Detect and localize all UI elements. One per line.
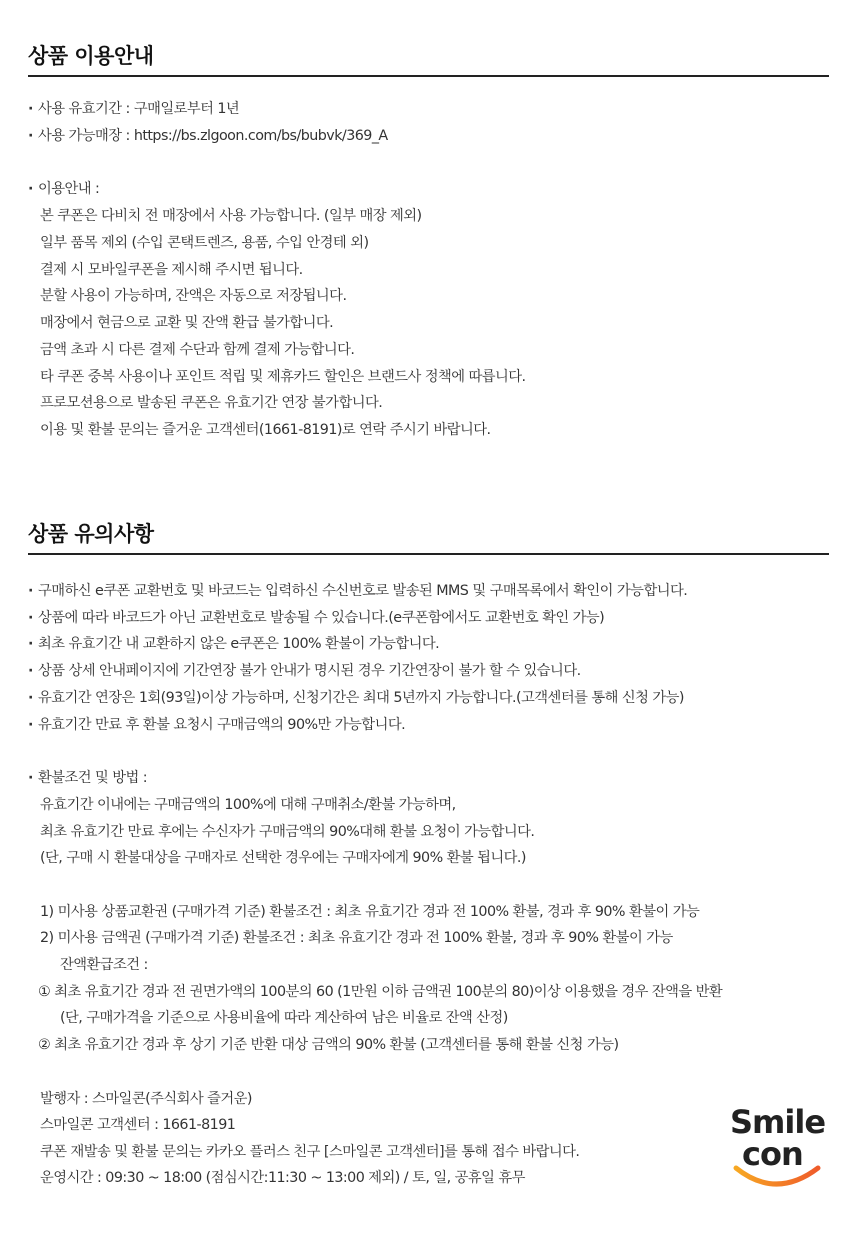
notice-item: · 유효기간 만료 후 환불 요청시 구매금액의 90%만 가능합니다. — [28, 712, 405, 738]
guide-line: 프로모션용으로 발송된 쿠폰은 유효기간 연장 불가합니다. — [40, 395, 383, 411]
guide-line: 결제 시 모바일쿠폰을 제시해 주시면 됩니다. — [40, 262, 303, 278]
guide-line: 매장에서 현금으로 교환 및 잔액 환급 불가합니다. — [40, 315, 334, 331]
balance-condition-1-note: (단, 구매가격을 기준으로 사용비율에 따라 계산하여 남은 비율로 잔액 산정) — [60, 1010, 508, 1026]
logo-text-smile: Smile — [730, 1104, 826, 1141]
resend-inquiry-text: 쿠폰 재발송 및 환불 문의는 카카오 플러스 친구 [스마일콘 고객센터]를 통해 접수 바랍니다. — [40, 1144, 580, 1160]
customer-center-text: 스마일콘 고객센터 : 1661-8191 — [40, 1117, 236, 1133]
notice-item: · 상품 상세 안내페이지에 기간연장 불가 안내가 명시된 경우 기간연장이 불가 할 수 있습니다. — [28, 658, 581, 684]
guide-line: 금액 초과 시 다른 결제 수단과 함께 결제 가능합니다. — [40, 342, 355, 358]
product-notice-body — [28, 578, 829, 1198]
store-item: · 사용 가능매장 : https://bs.zlgoon.com/bs/bubvk/369_A — [28, 123, 388, 149]
notice-item: · 상품에 따라 바코드가 아닌 교환번호로 발송될 수 있습니다.(e쿠폰함에서도 교환번호 확인 가능) — [28, 605, 604, 631]
refund-label: · 환불조건 및 방법 : — [28, 765, 147, 791]
operating-hours-text: 운영시간 : 09:30 ~ 18:00 (점심시간:11:30 ~ 13:00 제외) / 토, 일, 공휴일 휴무 — [40, 1170, 525, 1186]
notice-item: · 유효기간 연장은 1회(93일)이상 가능하며, 신청기간은 최대 5년까지 가능합니다.(고객센터를 통해 신청 가능) — [28, 685, 684, 711]
refund-condition-2: 2) 미사용 금액권 (구매가격 기준) 환불조건 : 최초 유효기간 경과 전 100% 환불, 경과 후 90% 환불이 가능 — [40, 930, 673, 946]
product-notice-section — [28, 515, 829, 555]
smilecon-logo-graphic — [726, 1104, 830, 1194]
logo-text-con: con — [742, 1135, 803, 1173]
guide-line: 일부 품목 제외 (수입 콘택트렌즈, 용품, 수입 안경테 외) — [40, 235, 369, 251]
guide-line: 타 쿠폰 중복 사용이나 포인트 적립 및 제휴카드 할인은 브랜드사 정책에 따릅니다. — [40, 369, 526, 385]
issuer-text: 발행자 : 스마일콘(주식회사 즐거운) — [40, 1091, 252, 1107]
usage-info-title: 상품 이용안내 — [28, 37, 829, 77]
balance-condition-2: ② 최초 유효기간 경과 후 상기 기준 반환 대상 금액의 90% 환불 (고객센터를 통해 환불 신청 가능) — [38, 1037, 619, 1053]
refund-line: (단, 구매 시 환불대상을 구매자로 선택한 경우에는 구매자에게 90% 환불 됩니다.) — [40, 850, 526, 866]
guide-line: 이용 및 환불 문의는 즐거운 고객센터(1661-8191)로 연락 주시기 바랍니다. — [40, 422, 491, 438]
validity-item: · 사용 유효기간 : 구매일로부터 1년 — [28, 96, 239, 122]
refund-line: 최초 유효기간 만료 후에는 수신자가 구매금액의 90%대해 환불 요청이 가능합니다. — [40, 824, 535, 840]
product-notice-title: 상품 유의사항 — [28, 515, 829, 555]
refund-line: 유효기간 이내에는 구매금액의 100%에 대해 구매취소/환불 가능하며, — [40, 797, 456, 813]
guide-label: · 이용안내 : — [28, 176, 99, 202]
refund-condition-1: 1) 미사용 상품교환권 (구매가격 기준) 환불조건 : 최초 유효기간 경과 전 100% 환불, 경과 후 90% 환불이 가능 — [40, 904, 700, 920]
guide-line: 본 쿠폰은 다비치 전 매장에서 사용 가능합니다. (일부 매장 제외) — [40, 208, 422, 224]
guide-line: 분할 사용이 가능하며, 잔액은 자동으로 저장됩니다. — [40, 288, 347, 304]
notice-item: · 최초 유효기간 내 교환하지 않은 e쿠폰은 100% 환불이 가능합니다. — [28, 631, 439, 657]
balance-label: 잔액환급조건 : — [60, 957, 148, 973]
usage-info-body — [28, 96, 829, 456]
balance-condition-1: ① 최초 유효기간 경과 전 권면가액의 100분의 60 (1만원 이하 금액권 100분의 80)이상 이용했을 경우 잔액을 반환 — [38, 984, 723, 1000]
usage-info-section — [28, 37, 829, 77]
notice-item: · 구매하신 e쿠폰 교환번호 및 바코드는 입력하신 수신번호로 발송된 MMS 및 구매목록에서 확인이 가능합니다. — [28, 578, 687, 604]
smilecon-logo — [726, 1104, 830, 1194]
